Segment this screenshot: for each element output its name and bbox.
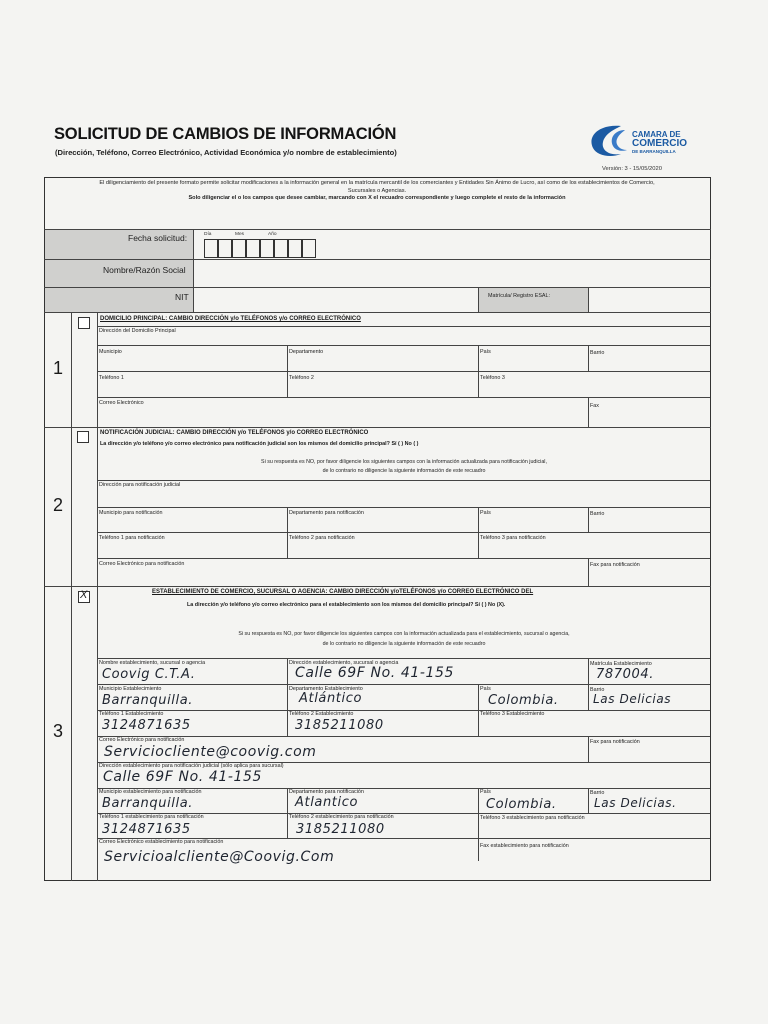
section-3-question: La dirección y/o teléfono y/o correo electrónico para el establecimiento son los mismos del domicilio principal? Sí ( ) No (X). bbox=[187, 602, 506, 608]
s2-tel3-label: Teléfono 3 para notificación bbox=[480, 535, 546, 541]
s3-barrio-label: Barrio bbox=[590, 687, 605, 693]
divider bbox=[588, 397, 589, 427]
section-1-heading: DOMICILIO PRINCIPAL: CAMBIO DIRECCIÓN y/o TELÉFONOS y/o CORREO ELECTRÓNICO bbox=[100, 316, 361, 322]
matricula-label: Matrícula/ Registro ESAL: bbox=[488, 293, 551, 299]
date-day-box-1[interactable] bbox=[204, 239, 218, 258]
s3-matricula-value[interactable]: 787004. bbox=[596, 667, 654, 682]
s3-correo-value[interactable]: Serviciocliente@coovig.com bbox=[104, 744, 317, 760]
s1-departamento-label: Departamento bbox=[289, 349, 324, 355]
divider bbox=[588, 788, 589, 813]
divider bbox=[588, 736, 589, 762]
section-3-note-2: de lo contrario no diligencie la siguiente información de este recuadro bbox=[322, 641, 486, 647]
s3-mun-notif-value[interactable]: Barranquilla. bbox=[102, 796, 194, 811]
s3-barrio-notif-label: Barrio bbox=[590, 790, 605, 796]
section-2-question: La dirección y/o teléfono y/o correo electrónico para notificación judicial son los mismos del domicilio principal? Sí ( ) No ( ) bbox=[100, 441, 419, 447]
divider bbox=[98, 658, 710, 659]
s1-correo-label: Correo Electrónico bbox=[99, 400, 144, 406]
s3-municipio-value[interactable]: Barranquilla. bbox=[102, 693, 194, 708]
s1-tel3-label: Teléfono 3 bbox=[480, 375, 505, 381]
dia-label: Día bbox=[204, 232, 212, 237]
nit-field[interactable] bbox=[194, 288, 478, 312]
section-2-checkbox[interactable] bbox=[77, 431, 89, 443]
s2-correo-label: Correo Electrónico para notificación bbox=[99, 561, 185, 567]
version-label: Versión: 3 - 15/05/2020 bbox=[602, 166, 662, 172]
mes-label: Mes bbox=[235, 232, 245, 237]
divider bbox=[287, 658, 288, 736]
s3-matricula-label: Matrícula Establecimiento bbox=[590, 661, 652, 667]
intro-line-3: Solo diligenciar el o los campos que desee cambiar, marcando con X el recuadro correspondiente y luego complete el resto de la información bbox=[188, 195, 566, 201]
intro-text bbox=[46, 180, 708, 203]
s1-tel2-label: Teléfono 2 bbox=[289, 375, 314, 381]
intro-line-1: El diligenciamiento del presente formato permite solicitar modificaciones a la información general en la matrícula mercantil de los comerciantes y Entidades Sin Ánimo de Lucro, así como de los establecimientos de Comercio, bbox=[99, 180, 655, 186]
s2-departamento-label: Departamento para notificación bbox=[289, 510, 364, 516]
divider bbox=[287, 788, 288, 838]
s3-barrio-notif-value[interactable]: Las Delicias. bbox=[594, 796, 677, 810]
nombre-field[interactable] bbox=[194, 260, 710, 287]
s2-direccion-label: Dirección para notificación judicial bbox=[99, 482, 181, 488]
date-day-box-2[interactable] bbox=[218, 239, 232, 258]
s3-tel2-notif-label: Teléfono 2 establecimiento para notificación bbox=[289, 814, 394, 820]
s3-tel2-value[interactable]: 3185211080 bbox=[295, 718, 384, 733]
section-2-number: 2 bbox=[53, 495, 64, 515]
s3-pais-label: País bbox=[480, 686, 491, 692]
divider bbox=[98, 507, 710, 508]
form-subtitle: (Dirección, Teléfono, Correo Electrónico, Actividad Económica y/o nombre de establecimiento) bbox=[55, 148, 397, 157]
divider bbox=[98, 532, 710, 533]
date-year-box-1[interactable] bbox=[260, 239, 274, 258]
logo-line-1: CAMARA DE bbox=[632, 130, 681, 139]
logo-line-3: DE BARRANQUILLA bbox=[632, 149, 676, 154]
date-year-box-4[interactable] bbox=[302, 239, 316, 258]
s3-tel2-label: Teléfono 2 Establecimiento bbox=[289, 711, 354, 717]
s3-tel2-notif-value[interactable]: 3185211080 bbox=[296, 822, 385, 837]
nombre-label: Nombre/Razón Social bbox=[103, 265, 186, 275]
s3-departamento-value[interactable]: Atlántico bbox=[299, 691, 363, 706]
divider bbox=[588, 345, 589, 371]
section-2-note-2: de lo contrario no diligencie la siguiente información de este recuadro bbox=[322, 468, 486, 474]
divider bbox=[98, 345, 710, 346]
divider bbox=[98, 558, 710, 559]
s3-correo-label: Correo Electrónico para notificación bbox=[99, 737, 185, 743]
s3-direccion-label: Dirección establecimiento, sucursal o agencia bbox=[289, 660, 399, 666]
divider bbox=[478, 788, 479, 861]
divider bbox=[44, 586, 711, 587]
divider bbox=[287, 345, 288, 397]
s3-dep-notif-value[interactable]: Atlantico bbox=[295, 795, 359, 810]
date-month-box-1[interactable] bbox=[232, 239, 246, 258]
section-3-checkmark: X bbox=[80, 589, 88, 601]
section-3-note-1: Si su respuesta es NO, por favor diligencie los siguientes campos con la información actualizada para el establecimiento, sucursal o agencia, bbox=[238, 631, 570, 637]
divider bbox=[588, 658, 589, 710]
divider bbox=[478, 507, 479, 558]
s3-nombre-value[interactable]: Coovig C.T.A. bbox=[102, 667, 196, 682]
s3-tel1-notif-value[interactable]: 3124871635 bbox=[102, 822, 191, 837]
s3-dep-notif-label: Departamento para notificación bbox=[289, 789, 364, 795]
divider bbox=[588, 507, 589, 532]
section-2-note-1: Si su respuesta es NO, por favor diligencie los siguientes campos con la información actualizada para notificación judicial, bbox=[261, 459, 547, 465]
date-year-box-3[interactable] bbox=[288, 239, 302, 258]
s2-fax-label: Fax para notificación bbox=[590, 562, 640, 568]
s3-correo-notif-label: Correo Electrónico establecimiento para notificación bbox=[99, 839, 224, 845]
divider bbox=[98, 371, 710, 372]
s1-fax-label: Fax bbox=[590, 403, 599, 409]
divider bbox=[287, 507, 288, 558]
divider bbox=[98, 736, 710, 737]
s1-barrio-label: Barrio bbox=[590, 350, 605, 356]
divider bbox=[71, 312, 72, 881]
divider bbox=[478, 287, 479, 312]
section-2-heading: NOTIFICACIÓN JUDICIAL: CAMBIO DIRECCIÓN y/o TELÉFONOS y/o CORREO ELECTRÓNICO bbox=[100, 430, 369, 436]
s1-pais-label: País bbox=[480, 349, 491, 355]
divider bbox=[98, 480, 710, 481]
s3-fax-notif-label: Fax establecimiento para notificación bbox=[480, 843, 569, 849]
matricula-field[interactable] bbox=[589, 288, 710, 312]
divider bbox=[98, 397, 710, 398]
section-1-checkbox[interactable] bbox=[78, 317, 90, 329]
s3-dir-notif-value[interactable]: Calle 69F No. 41-155 bbox=[103, 769, 263, 785]
s1-tel1-label: Teléfono 1 bbox=[99, 375, 124, 381]
s3-municipio-label: Municipio Establecimiento bbox=[99, 686, 162, 692]
s3-tel3-label: Teléfono 3 Establecimiento bbox=[480, 711, 545, 717]
logo-text bbox=[632, 131, 687, 154]
matricula-label-band bbox=[478, 288, 588, 312]
divider bbox=[44, 312, 711, 313]
divider bbox=[44, 427, 711, 428]
s3-tel1-notif-label: Teléfono 1 establecimiento para notificación bbox=[99, 814, 204, 820]
s1-municipio-label: Municipio bbox=[99, 349, 122, 355]
s3-pais-value[interactable]: Colombia. bbox=[488, 693, 559, 708]
divider bbox=[478, 345, 479, 397]
divider bbox=[98, 710, 710, 711]
s3-direccion-value[interactable]: Calle 69F No. 41-155 bbox=[295, 665, 455, 681]
section-1-number: 1 bbox=[53, 358, 64, 378]
fecha-label: Fecha solicitud: bbox=[128, 233, 188, 243]
s3-dir-notif-label: Dirección establecimiento para notificación judicial (sólo aplica para sucursal) bbox=[99, 763, 284, 769]
divider bbox=[98, 684, 710, 685]
s2-tel2-label: Teléfono 2 para notificación bbox=[289, 535, 355, 541]
date-year-box-2[interactable] bbox=[274, 239, 288, 258]
s3-pais-notif-label: País bbox=[480, 789, 491, 795]
divider bbox=[98, 326, 710, 327]
divider bbox=[478, 684, 479, 736]
s3-pais-notif-value[interactable]: Colombia. bbox=[486, 797, 557, 812]
date-month-box-2[interactable] bbox=[246, 239, 260, 258]
s3-nombre-label: Nombre establecimiento, sucursal o agencia bbox=[99, 660, 206, 666]
s3-fax-label: Fax para notificación bbox=[590, 739, 640, 745]
nit-label: NIT bbox=[175, 292, 189, 302]
divider bbox=[588, 558, 589, 586]
s3-barrio-value[interactable]: Las Delicias bbox=[593, 692, 672, 706]
s2-tel1-label: Teléfono 1 para notificación bbox=[99, 535, 165, 541]
s2-municipio-label: Municipio para notificación bbox=[99, 510, 163, 516]
logo-line-2: COMERCIO bbox=[632, 138, 687, 149]
s3-departamento-label: Departamento Establecimiento bbox=[289, 686, 363, 692]
form-title: SOLICITUD DE CAMBIOS DE INFORMACIÓN bbox=[54, 125, 397, 143]
s3-tel1-value[interactable]: 3124871635 bbox=[102, 718, 191, 733]
s2-pais-label: País bbox=[480, 510, 491, 516]
s3-correo-notif-value[interactable]: Servicioalcliente@Coovig.Com bbox=[104, 849, 335, 865]
intro-line-2: Sucursales o Agencias. bbox=[347, 187, 407, 194]
section-3-heading: ESTABLECIMIENTO DE COMERCIO, SUCURSAL O AGENCIA: CAMBIO DIRECCIÓN y/oTELÉFONOS y/o CORREO ELECTRÓNICO DEL bbox=[152, 589, 534, 595]
s3-tel3-notif-label: Teléfono 3 establecimiento para notificación bbox=[480, 815, 585, 821]
anio-label: Año bbox=[268, 232, 277, 237]
s3-mun-notif-label: Municipio establecimiento para notificación bbox=[99, 789, 202, 795]
s3-tel1-label: Teléfono 1 Establecimiento bbox=[99, 711, 164, 717]
s2-barrio-label: Barrio bbox=[590, 511, 605, 517]
s1-direccion-label: Dirección del Domicilio Principal bbox=[99, 328, 176, 334]
section-3-number: 3 bbox=[53, 721, 64, 741]
